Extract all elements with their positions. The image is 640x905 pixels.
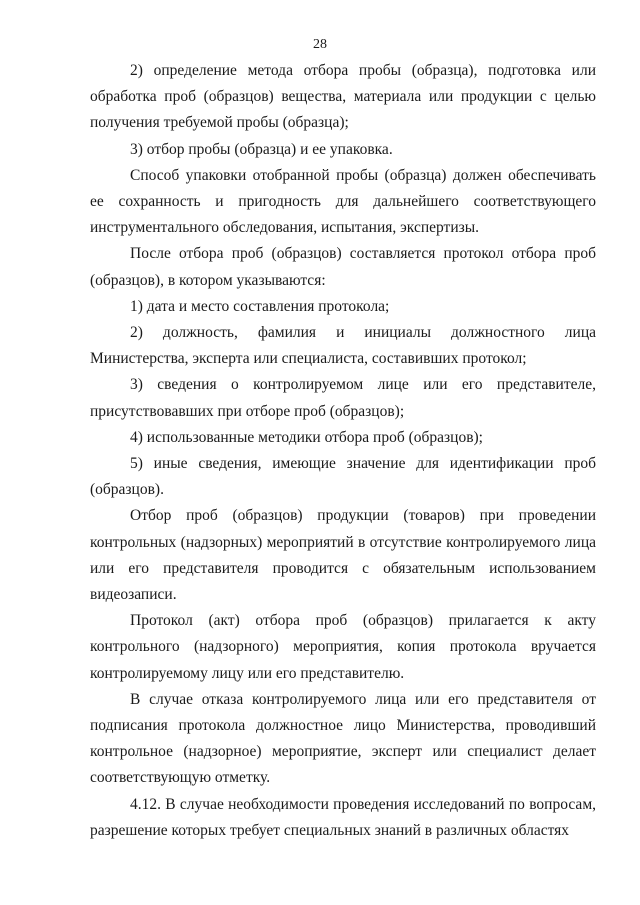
paragraph-protocol-item-4: 4) использованные методики отбора проб (образцов); bbox=[130, 428, 483, 446]
paragraph-video-recording: Отбор проб (образцов) продукции (товаров) при проведении контрольных (надзорных) мероприятий в отсутствие контролируемого лица или его представителя проводится с обязательным использованием видеозаписи. bbox=[90, 507, 596, 604]
paragraph-packing-method: Способ упаковки отобранной пробы (образца) должен обеспечивать ее сохранность и пригодность для дальнейшего соответствующего инструментального обследования, испытания, экспертизы. bbox=[90, 166, 596, 237]
paragraph-protocol-item-2: 2) должность, фамилия и инициалы должностного лица Министерства, эксперта или специалиста, составивших протокол; bbox=[90, 324, 596, 368]
document-body bbox=[90, 58, 596, 844]
paragraph-refusal-note: В случае отказа контролируемого лица или его представителя от подписания протокола должностное лицо Министерства, проводивший контрольное (надзорное) мероприятие, эксперт или специалист делает соответствующую отметку. bbox=[90, 690, 596, 787]
paragraph-item-3-sampling-packing: 3) отбор пробы (образца) и ее упаковка. bbox=[130, 140, 393, 158]
paragraph-protocol-intro: После отбора проб (образцов) составляется протокол отбора проб (образцов), в котором указываются: bbox=[90, 245, 596, 289]
paragraph-protocol-attachment: Протокол (акт) отбора проб (образцов) прилагается к акту контрольного (надзорного) мероприятия, копия протокола вручается контролируемому лицу или его представителю. bbox=[90, 612, 596, 682]
paragraph-protocol-item-3: 3) сведения о контролируемом лице или его представителе, присутствовавших при отборе проб (образцов); bbox=[90, 376, 596, 420]
page-number: 28 bbox=[313, 37, 327, 52]
paragraph-item-2-sample-method: 2) определение метода отбора пробы (образца), подготовка или обработка проб (образцов) вещества, материала или продукции с целью получения требуемой пробы (образца); bbox=[90, 62, 596, 132]
paragraph-protocol-item-5: 5) иные сведения, имеющие значение для идентификации проб (образцов). bbox=[90, 455, 596, 499]
paragraph-section-4-12: 4.12. В случае необходимости проведения исследований по вопросам, разрешение которых требует специальных знаний в различных областях bbox=[90, 795, 596, 839]
paragraph-protocol-item-1: 1) дата и место составления протокола; bbox=[130, 297, 390, 315]
